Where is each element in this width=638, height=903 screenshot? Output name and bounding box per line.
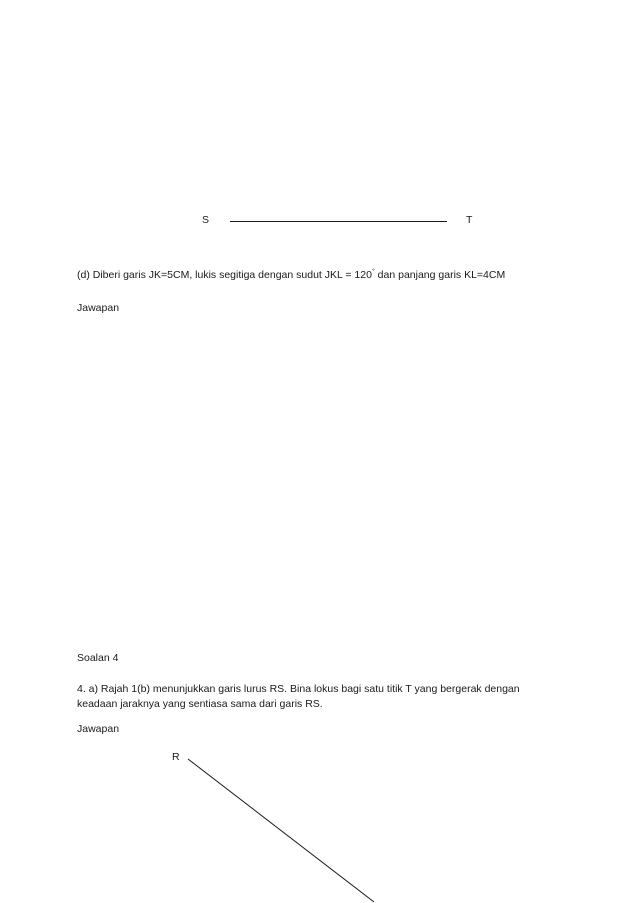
question-4a-line1: 4. a) Rajah 1(b) menunjukkan garis lurus RS. Bina lokus bagi satu titik T yang bergerak dengan	[77, 683, 520, 695]
point-label-s: S	[202, 214, 210, 226]
question-4a-line2: keadaan jaraknya yang sentiasa sama dari garis RS.	[77, 698, 323, 710]
answer-label-d: Jawapan	[77, 302, 120, 314]
question-d-end: dan panjang garis KL=4CM	[374, 269, 506, 281]
question-d-main: (d) Diberi garis JK=5CM, lukis segitiga dengan sudut JKL = 120	[77, 269, 372, 281]
line-rs	[188, 759, 374, 902]
point-label-t: T	[466, 214, 473, 226]
section-title: Soalan 4	[77, 652, 119, 664]
point-label-r: R	[172, 751, 180, 763]
degree-symbol: °	[371, 268, 375, 276]
answer-label-4a: Jawapan	[77, 723, 120, 735]
